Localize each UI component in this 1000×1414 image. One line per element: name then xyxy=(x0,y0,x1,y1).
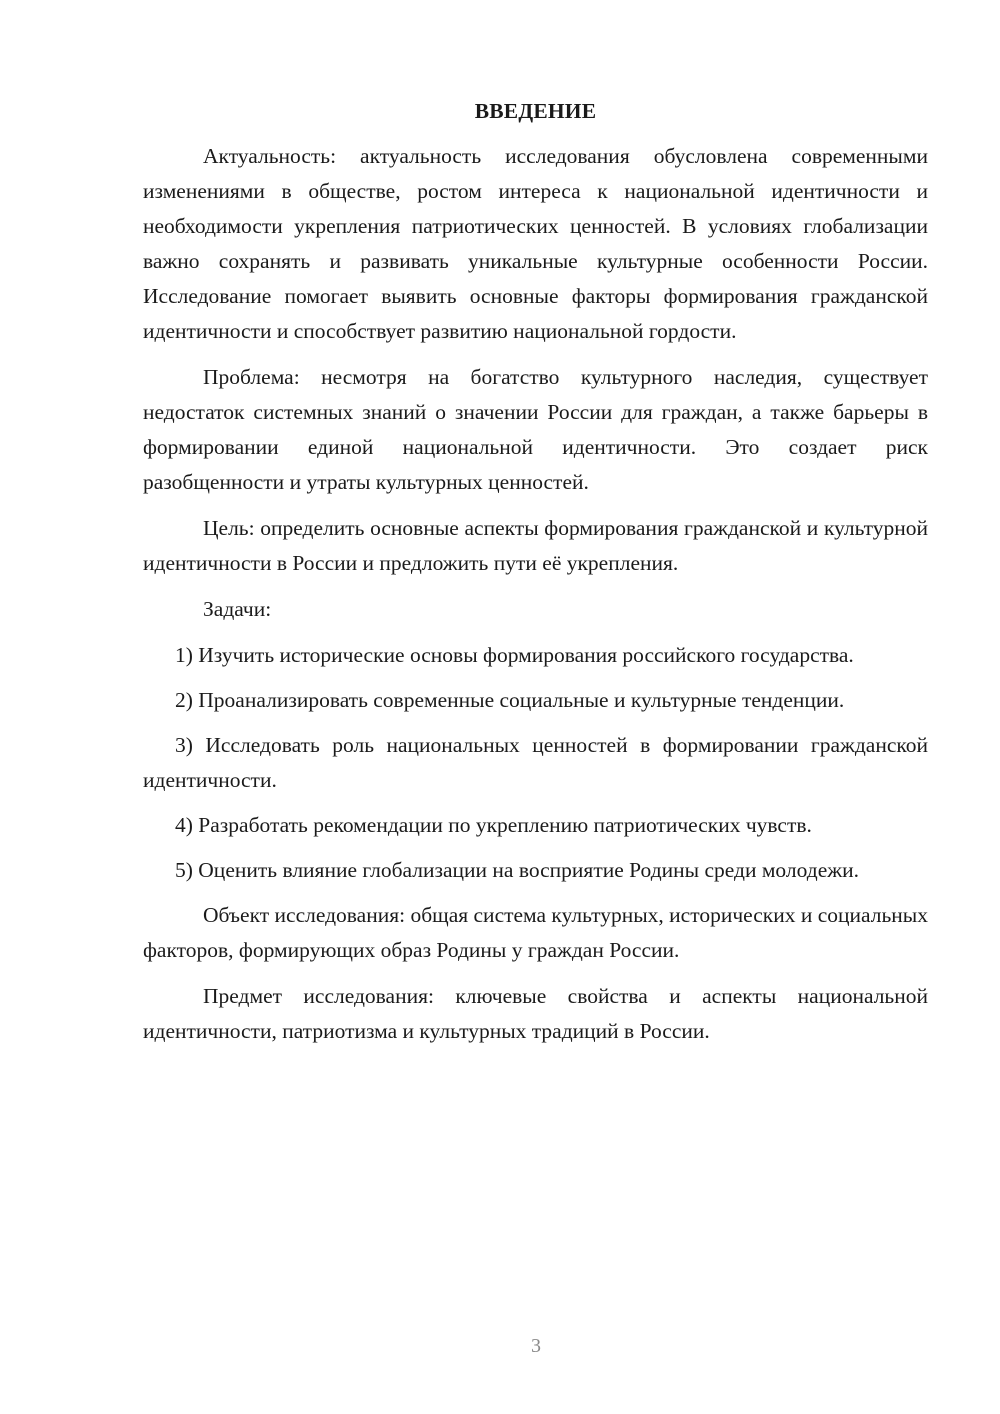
page-content xyxy=(143,94,928,1049)
tasks-label: Задачи: xyxy=(203,597,272,621)
task-item-1: 1) Изучить исторические основы формирования российского государства. xyxy=(175,643,854,667)
section-heading: ВВЕДЕНИЕ xyxy=(474,99,597,123)
relevance-paragraph: Актуальность: актуальность исследования обусловлена современными изменениями в обществе, ростом интереса к национальной идентичности и необходимости укрепления патриотических ценностей. В условиях глобализации важно сохранять и развивать уникальные культурные особенности России. Исследование помогает выявить основные факторы формирования гражданской идентичности и способствует развитию национальной гордости. xyxy=(143,144,928,343)
subject-paragraph: Предмет исследования: ключевые свойства и аспекты национальной идентичности, патриотизма и культурных традиций в России. xyxy=(143,984,928,1043)
goal-paragraph: Цель: определить основные аспекты формирования гражданской и культурной идентичности в России и предложить пути её укрепления. xyxy=(143,516,928,575)
page-number: 3 xyxy=(531,1335,541,1357)
tasks-list xyxy=(143,638,928,888)
object-paragraph: Объект исследования: общая система культурных, исторических и социальных факторов, формирующих образ Родины у граждан России. xyxy=(143,903,928,962)
task-item-3: 3) Исследовать роль национальных ценностей в формировании гражданской идентичности. xyxy=(143,733,928,792)
problem-paragraph: Проблема: несмотря на богатство культурного наследия, существует недостаток системных знаний о значении России для граждан, а также барьеры в формировании единой национальной идентичности. Это создает риск разобщенности и утраты культурных ценностей. xyxy=(143,365,928,494)
task-item-5: 5) Оценить влияние глобализации на восприятие Родины среди молодежи. xyxy=(175,858,859,882)
task-item-4: 4) Разработать рекомендации по укреплению патриотических чувств. xyxy=(175,813,812,837)
task-item-2: 2) Проанализировать современные социальные и культурные тенденции. xyxy=(175,688,845,712)
